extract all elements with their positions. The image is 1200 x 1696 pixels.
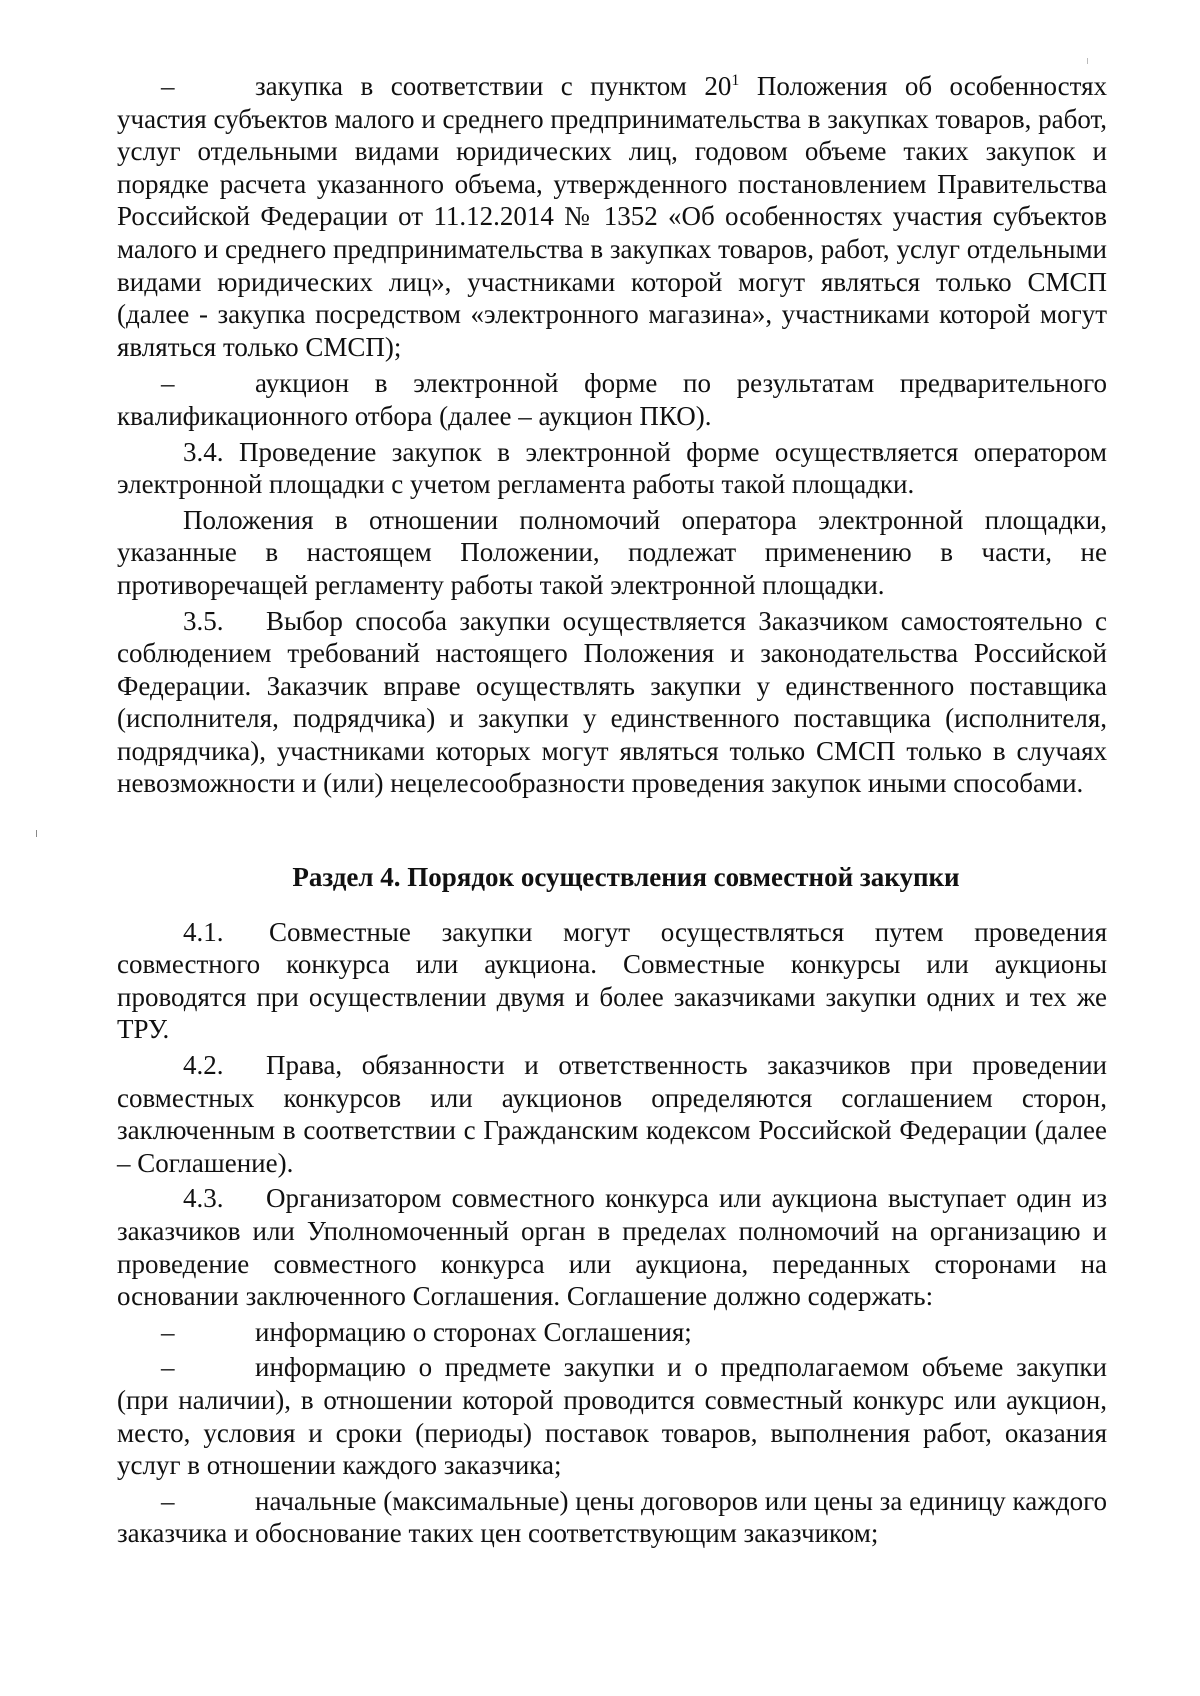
clause-4-1 <box>117 916 1107 1046</box>
clause-text: Совместные закупки могут осуществляться путем проведения совместного конкурса или аукциона. Совместные конкурсы или аукционы проводятся при осуществлении двумя и более заказчиками закупки одних и тех же ТРУ. <box>117 916 1107 1045</box>
clause-3-4-continuation: Положения в отношении полномочий оператора электронной площадки, указанные в настоящем Положении, подлежат применению в части, не противоречащей регламенту работы такой электронной площадки. <box>117 504 1107 600</box>
bullet-dash: – <box>161 1316 175 1347</box>
list-item-text: аукцион в электронной форме по результатам предварительного квалификационного отбора (далее – аукцион ПКО). <box>117 368 1107 431</box>
clause-number: 3.5. <box>183 605 224 636</box>
clause-text: Выбор способа закупки осуществляется Заказчиком самостоятельно с соблюдением требований настоящего Положения и законодательства Российской Федерации. Заказчик вправе осуществлять закупки у единственного поставщика (исполнителя, подрядчика) и закупки у единственного поставщика (исполнителя, подрядчика), участниками которых могут являться только СМСП только в случаях невозможности и (или) нецелесообразности проведения закупок иными способами. <box>117 605 1107 799</box>
list-item-electronic-shop <box>117 70 1107 363</box>
bullet-dash: – <box>161 71 175 101</box>
list-item-text: начальные (максимальные) цены договоров или цены за единицу каждого заказчика и обоснование таких цен соответствующим заказчиком; <box>117 1485 1107 1549</box>
list-item-text: Положения об особенностях участия субъектов малого и среднего предпринимательства в закупках товаров, работ, услуг отдельными видами юридических лиц, годовом объеме таких закупок и порядке расчета указанного объема, утвержденного постановлением Правительства Российской Федерации от 11.12.2014 № 1352 «Об особенностях участия субъектов малого и среднего предпринимательства в закупках товаров, работ, услуг отдельными видами юридических лиц», участниками которой могут являться только СМСП (далее - закупка посредством «электронного магазина», участниками которой могут являться только СМСП); <box>117 71 1107 362</box>
clause-4-2 <box>117 1049 1107 1179</box>
clause-text: Организатором совместного конкурса или аукциона выступает один из заказчиков или Уполномоченный орган в пределах полномочий на организацию и проведение совместного конкурса или аукциона, переданных сторонами на основании заключенного Соглашения. Соглашение должно содержать: <box>117 1183 1107 1312</box>
section-spacer <box>117 803 1107 861</box>
bullet-dash: – <box>161 1352 175 1383</box>
scan-mark <box>1087 58 1088 64</box>
list-item-auction-pko <box>117 367 1107 432</box>
scan-mark <box>36 830 37 837</box>
list-item-parties <box>117 1316 1107 1349</box>
list-item-text: информацию о предмете закупки и о предполагаемом объеме закупки (при наличии), в отношении которой проводится совместный конкурс или аукцион, место, условия и сроки (периоды) поставок товаров, выполнения работ, оказания услуг в отношении каждого заказчика; <box>117 1352 1107 1481</box>
list-item-text: закупка в соответствии с пунктом 20 <box>255 71 732 101</box>
bullet-dash: – <box>161 368 175 399</box>
clause-number: 4.3. <box>183 1183 224 1214</box>
clause-3-4: 3.4. Проведение закупок в электронной форме осуществляется оператором электронной площадки с учетом регламента работы такой площадки. <box>117 436 1107 500</box>
clause-3-5 <box>117 605 1107 801</box>
document-page <box>117 70 1107 1553</box>
list-item-subject <box>117 1351 1107 1481</box>
clause-4-3 <box>117 1182 1107 1312</box>
list-item-prices <box>117 1485 1107 1550</box>
superscript-marker: 1 <box>731 72 740 89</box>
clause-number: 4.1. <box>183 916 224 947</box>
clause-text: Права, обязанности и ответственность заказчиков при проведении совместных конкурсов или аукционов определяются соглашением сторон, заключенным в соответствии с Гражданским кодексом Российской Федерации (далее – Соглашение). <box>117 1050 1107 1178</box>
list-item-text: информацию о сторонах Соглашения; <box>255 1316 692 1347</box>
clause-number: 4.2. <box>183 1050 224 1081</box>
section-4-title: Раздел 4. Порядок осуществления совместной закупки <box>292 862 960 893</box>
bullet-dash: – <box>161 1485 175 1516</box>
